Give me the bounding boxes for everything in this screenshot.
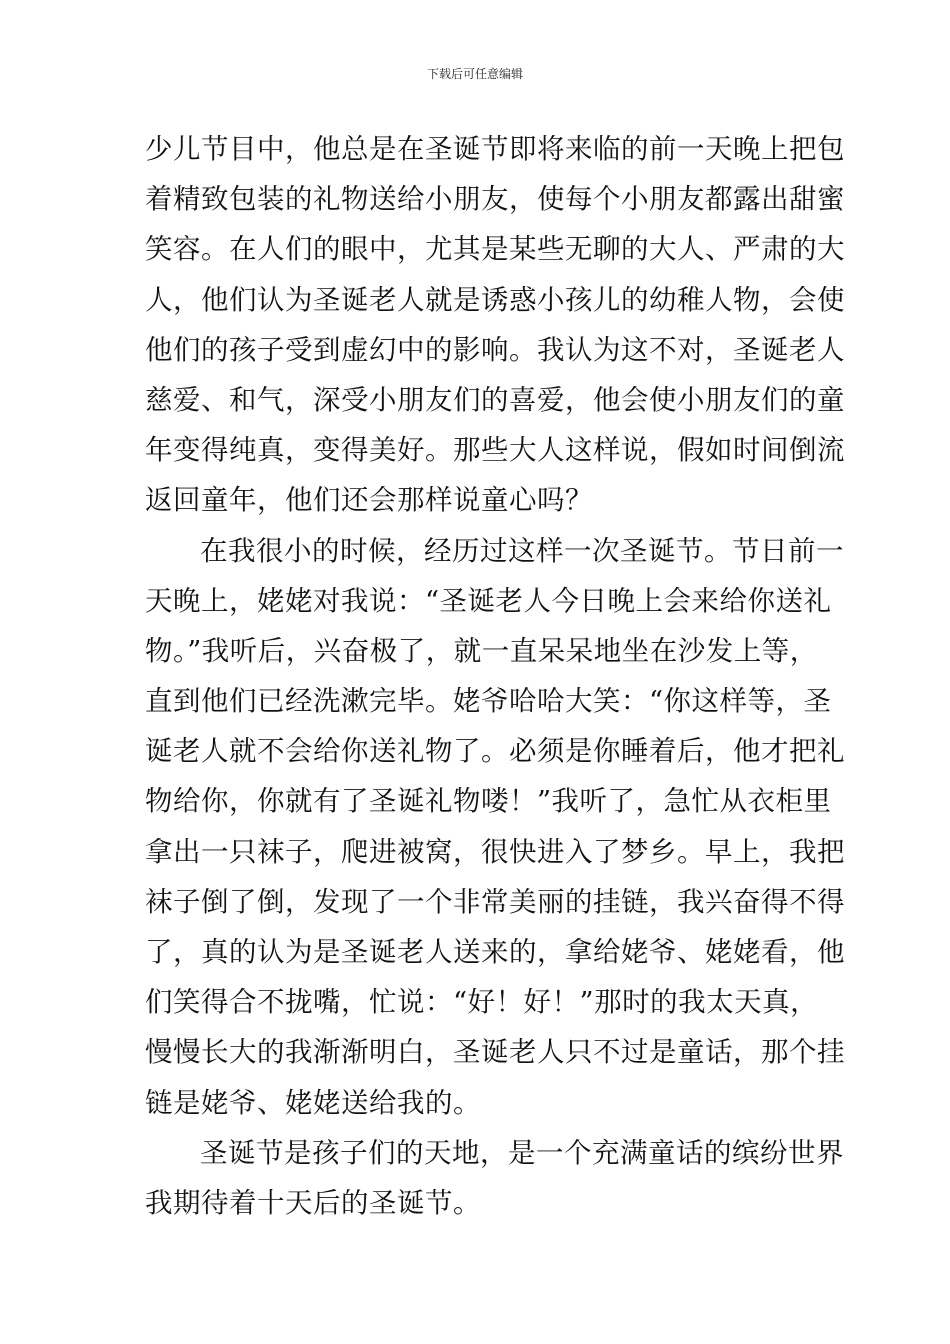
text-line: 袜子倒了倒，发现了一个非常美丽的挂链，我兴奋得不得 [145, 885, 845, 918]
text-line: 人，他们认为圣诞老人就是诱惑小孩儿的幼稚人物，会使 [145, 283, 845, 316]
paragraph-1 [145, 124, 845, 526]
text-line: 链是姥爷、姥姥送给我的。 [145, 1086, 481, 1119]
text-line: 诞老人就不会给你送礼物了。必须是你睡着后，他才把礼 [145, 735, 845, 768]
text-line: 圣诞节是孩子们的天地，是一个充满童话的缤纷世界 [200, 1136, 844, 1169]
text-line: 天晚上，姥姥对我说：“圣诞老人今日晚上会来给你送礼 [145, 584, 832, 617]
text-line: 物。”我听后，兴奋极了，就一直呆呆地坐在沙发上等， [145, 634, 818, 667]
text-line: 返回童年，他们还会那样说童心吗？ [145, 484, 593, 517]
text-line: 直到他们已经洗漱完毕。姥爷哈哈大笑：“你这样等，圣 [145, 685, 832, 718]
text-line: 拿出一只袜子，爬进被窝，很快进入了梦乡。早上，我把 [145, 835, 845, 868]
text-line: 慈爱、和气，深受小朋友们的喜爱，他会使小朋友们的童 [145, 383, 845, 416]
paragraph-2 [145, 526, 845, 1128]
text-line: 在我很小的时候，经历过这样一次圣诞节。节日前一 [200, 534, 844, 567]
text-line: 物给你，你就有了圣诞礼物喽！”我听了，急忙从衣柜里 [145, 785, 832, 818]
document-body [145, 124, 845, 1228]
text-line: 年变得纯真，变得美好。那些大人这样说，假如时间倒流 [145, 434, 845, 467]
text-line: 了，真的认为是圣诞老人送来的，拿给姥爷、姥姥看，他 [145, 936, 845, 968]
text-line: 慢慢长大的我渐渐明白，圣诞老人只不过是童话，那个挂 [145, 1036, 845, 1069]
text-line: 们笑得合不拢嘴，忙说：“好！好！”那时的我太天真， [145, 986, 819, 1019]
text-line: 我期待着十天后的圣诞节。 [145, 1186, 481, 1219]
page-header: 下载后可任意编辑 [426, 67, 523, 81]
paragraph-3 [145, 1128, 844, 1228]
text-line: 笑容。在人们的眼中，尤其是某些无聊的大人、严肃的大 [145, 233, 845, 266]
text-line: 他们的孩子受到虚幻中的影响。我认为这不对，圣诞老人 [145, 333, 845, 366]
text-line: 少儿节目中，他总是在圣诞节即将来临的前一天晚上把包 [145, 133, 845, 165]
text-line: 着精致包装的礼物送给小朋友，使每个小朋友都露出甜蜜 [145, 183, 845, 216]
